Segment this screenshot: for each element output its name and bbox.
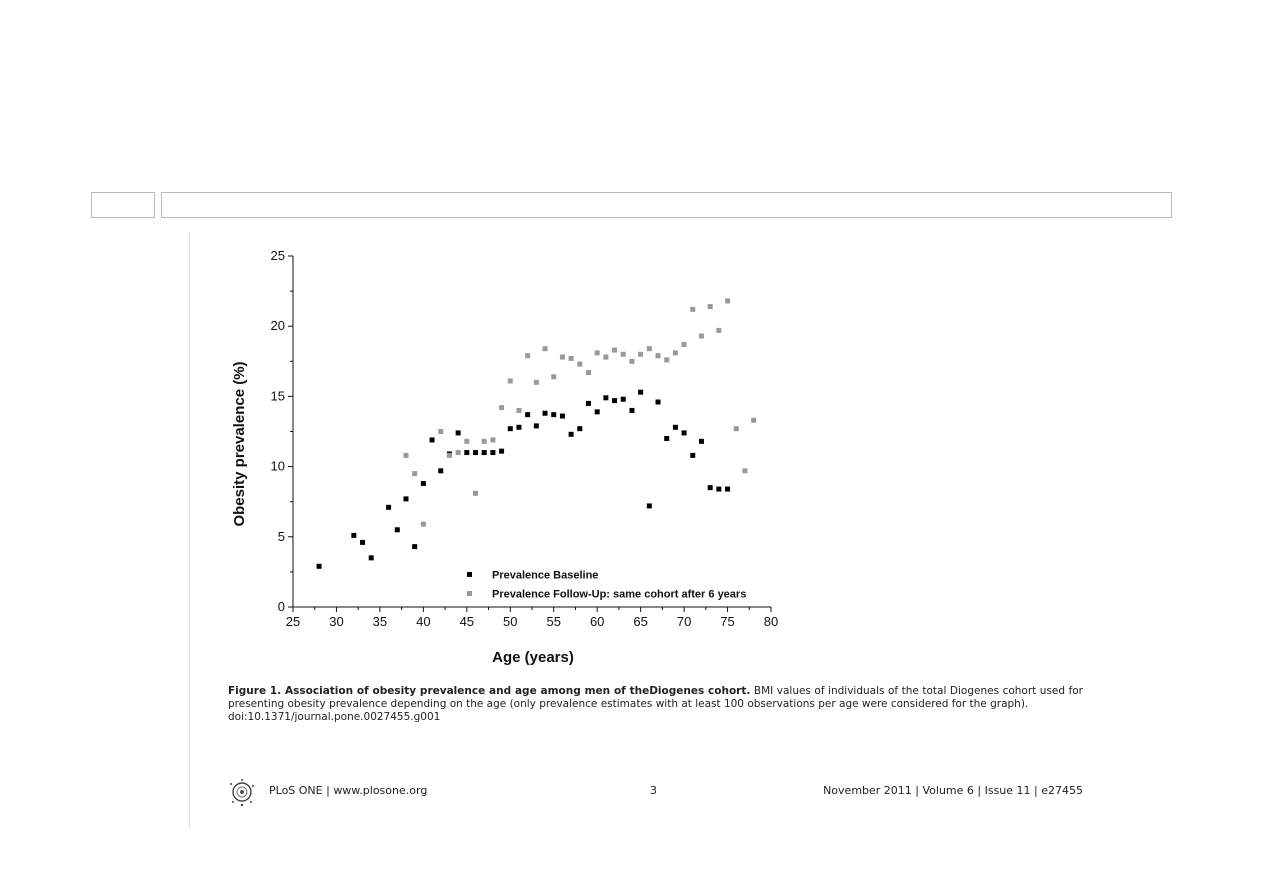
x-tick-label: 60 — [589, 614, 605, 629]
baseline-point — [482, 450, 487, 455]
followup-point — [612, 348, 617, 353]
footer-issue: November 2011 | Volume 6 | Issue 11 | e27455 — [823, 784, 1083, 797]
baseline-point — [638, 390, 643, 395]
followup-point — [656, 353, 661, 358]
followup-point — [525, 353, 530, 358]
baseline-point — [464, 450, 469, 455]
chart-legend — [467, 570, 746, 601]
followup-point — [647, 346, 652, 351]
followup-point — [751, 418, 756, 423]
y-tick-label: 25 — [270, 248, 285, 263]
followup-point — [473, 491, 478, 496]
baseline-point — [560, 414, 565, 419]
plos-logo-icon — [228, 778, 256, 806]
baseline-point — [412, 544, 417, 549]
followup-point — [603, 355, 608, 360]
baseline-point — [656, 400, 661, 405]
x-tick-label: 40 — [416, 614, 431, 629]
caption-doi: doi:10.1371/journal.pone.0027455.g001 — [228, 711, 441, 723]
baseline-point — [603, 395, 608, 400]
caption-title: Figure 1. Association of obesity prevalence and age among men of theDiogenes cohort. — [228, 685, 751, 697]
baseline-point — [708, 485, 713, 490]
baseline-point — [508, 426, 513, 431]
x-tick-label: 80 — [763, 614, 779, 629]
baseline-point — [430, 437, 435, 442]
followup-point — [551, 374, 556, 379]
baseline-point — [421, 481, 426, 486]
followup-point — [569, 356, 574, 361]
followup-point — [734, 426, 739, 431]
baseline-point — [525, 412, 530, 417]
baseline-point — [612, 398, 617, 403]
followup-point — [421, 522, 426, 527]
followup-point — [516, 408, 521, 413]
followup-point — [560, 355, 565, 360]
followup-point — [403, 453, 408, 458]
legend-entry: Prevalence Follow-Up: same cohort after 6 years — [492, 588, 747, 601]
followup-point — [638, 352, 643, 357]
baseline-point — [369, 555, 374, 560]
baseline-point — [317, 564, 322, 569]
y-tick-label: 5 — [277, 528, 285, 544]
baseline-point — [499, 449, 504, 454]
y-tick-label: 10 — [270, 458, 285, 474]
footer-journal: PLoS ONE | www.plosone.org — [269, 784, 428, 797]
x-axis-title: Age (years) — [492, 649, 574, 666]
footer-page-number: 3 — [650, 784, 657, 797]
baseline-point — [534, 423, 539, 428]
followup-point — [664, 357, 669, 362]
followup-point — [629, 359, 634, 364]
baseline-point — [351, 533, 356, 538]
baseline-point — [516, 425, 521, 430]
baseline-point — [699, 439, 704, 444]
baseline-point — [438, 468, 443, 473]
baseline-point — [621, 397, 626, 402]
baseline-point — [360, 540, 365, 545]
baseline-point — [595, 409, 600, 414]
baseline-point — [716, 487, 721, 492]
baseline-point — [543, 411, 548, 416]
chart-points — [317, 298, 757, 568]
baseline-point — [395, 527, 400, 532]
baseline-point — [386, 505, 391, 510]
baseline-point — [490, 450, 495, 455]
x-tick-label: 45 — [459, 614, 475, 629]
followup-point — [534, 380, 539, 385]
followup-point — [543, 346, 548, 351]
y-tick-label: 20 — [270, 318, 285, 334]
page-footer — [228, 778, 1083, 804]
followup-point — [447, 453, 452, 458]
baseline-point — [456, 430, 461, 435]
followup-point — [699, 334, 704, 339]
followup-point — [708, 304, 713, 309]
followup-point — [499, 405, 504, 410]
x-tick-label: 30 — [329, 614, 344, 629]
baseline-point — [551, 412, 556, 417]
baseline-point — [690, 453, 695, 458]
legend-marker — [467, 591, 472, 596]
legend-marker — [467, 572, 472, 577]
baseline-point — [473, 450, 478, 455]
x-tick-label: 35 — [372, 614, 388, 629]
followup-point — [586, 370, 591, 375]
x-tick-label: 55 — [546, 614, 561, 629]
figure-caption — [228, 685, 1083, 724]
followup-point — [682, 342, 687, 347]
followup-point — [725, 298, 730, 303]
baseline-point — [664, 436, 669, 441]
legend-entry: Prevalence Baseline — [492, 569, 599, 582]
followup-point — [482, 439, 487, 444]
x-tick-label: 65 — [633, 614, 648, 629]
followup-point — [673, 350, 678, 355]
baseline-point — [569, 432, 574, 437]
y-axis-title: Obesity prevalence (%) — [231, 361, 248, 527]
followup-point — [621, 352, 626, 357]
baseline-point — [682, 430, 687, 435]
baseline-point — [673, 425, 678, 430]
followup-point — [690, 307, 695, 312]
caption-body: BMI values of individuals of the total Diogenes cohort used for presenting obesity prevalence depending on the age (only prevalence estimates with at least 100 observations per age were considered for the graph). — [228, 685, 1084, 710]
baseline-point — [577, 426, 582, 431]
x-tick-label: 75 — [720, 614, 735, 629]
followup-point — [577, 362, 582, 367]
followup-point — [490, 437, 495, 442]
baseline-point — [647, 503, 652, 508]
baseline-point — [629, 408, 634, 413]
baseline-point — [725, 487, 730, 492]
x-tick-label: 25 — [285, 614, 301, 629]
followup-point — [464, 439, 469, 444]
x-tick-label: 70 — [676, 614, 692, 629]
baseline-point — [586, 401, 591, 406]
followup-point — [716, 328, 721, 333]
y-tick-label: 15 — [270, 388, 285, 404]
baseline-point — [403, 496, 408, 501]
followup-point — [595, 350, 600, 355]
followup-point — [412, 471, 417, 476]
followup-point — [508, 378, 513, 383]
followup-point — [456, 450, 461, 455]
x-tick-label: 50 — [503, 614, 518, 629]
followup-point — [438, 429, 443, 434]
followup-point — [742, 468, 747, 473]
y-tick-label: 0 — [277, 599, 285, 614]
